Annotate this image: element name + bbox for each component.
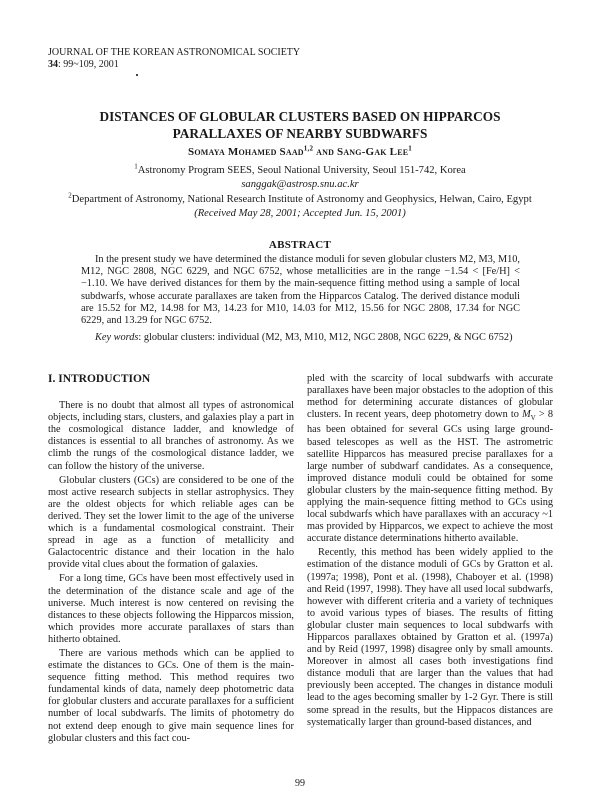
affiliation-1 [20, 164, 580, 178]
journal-volume-line [48, 59, 300, 71]
right-column [307, 373, 553, 731]
keywords-label: Key words [95, 332, 139, 343]
abstract-body: In the present study we have determined the distance moduli for seven globular clusters M2, M3, M10, M12, NGC 2808, NGC 6229, and NGC 6752, whose metallicities are in the range −1.54 < [Fe/H] < −1.10. We have derived distances for them by the main-sequence fitting method using a sample of local subdwarfs, whose accurate parallaxes are taken from the Hipparcos Catalog. The derived distance moduli are 15.52 for M2, 14.98 for M3, 14.23 for M10, 14.03 for M12, 15.56 for NGC 2808, 17.34 for NGC 6229, and 13.29 for NGC 6752. [81, 254, 520, 327]
left-column [48, 373, 294, 747]
author-1: Somaya Mohamed Saad [188, 146, 304, 158]
journal-pages-year: : 99~109, 2001 [58, 59, 119, 70]
paragraph-part: pled with the scarcity of local subdwarfs with accurate parallaxes have been major obstacles to the adoption of this method for determining accurate distances of globular clusters. In recent years, deep photometry down to [307, 373, 553, 421]
magnitude-subscript: V [530, 414, 536, 423]
affiliation-2 [20, 193, 580, 207]
paragraph: Recently, this method has been widely applied to the estimation of the distance moduli of GCs by Gratton et al. (1997a; 1998), Pont et al. (1998), Chaboyer et al. (1998) and Reid (1997, 1998). They have all used local subdwarfs, however with different criteria and a variety of techniques to avoid various types of biases. The results of fitting globular cluster main sequences to local subdwarfs with Hipparcos parallaxes obtained by Gratton et al. (1997a) and by Reid (1997, 1998) disagree only by small amounts. Moreover in almost all cases both investigations find distance moduli that are larger than the values that had previously been accepted. The changes in distance moduli lead to the ages becoming smaller by 1-2 Gyr. There is still some spread in the results, but the Hippacos distances are systematically larger than ground-based distances, and [307, 547, 553, 728]
paragraph-part: > 8 has been obtained for several GCs using large ground-based telescopes as well as the HST. The astrometric satellite Hipparcos has measured precise parallaxes for a large number of subdwarf candidates. As a consequence, improved distance moduli could be obtained for some globular clusters by the main-sequence fitting method. By applying the main-sequence fitting method to GCs using local subdwarfs which have parallaxes with an accuracy ~1 mas provided by Hipparcos, we expect to achieve the most accurate distance determinations hitherto available. [307, 409, 553, 545]
title-line-1: DISTANCES OF GLOBULAR CLUSTERS BASED ON HIPPARCOS [99, 109, 501, 124]
author-and: and [316, 146, 335, 158]
author-2: Sang-Gak Lee [337, 146, 409, 158]
journal-volume: 34 [48, 59, 58, 70]
title-line-2: PARALLAXES OF NEARBY SUBDWARFS [172, 126, 428, 141]
received-dates: (Received May 28, 2001; Accepted Jun. 15, 2001) [194, 208, 406, 219]
paragraph: Globular clusters (GCs) are considered to be one of the most active research subjects in stellar astrophysics. They are the oldest objects for which reliable ages can be derived. They set the lower limit to the age of the universe which is a fundamental cosmological constraint. Their spread in age as a function of metallicity and Galactocentric distance and their location in the halo provide vital clues about the formation of galaxies. [48, 474, 294, 571]
paper-title [40, 108, 560, 142]
paragraph: There is no doubt that almost all types of astronomical objects, including stars, clusters, and galaxies play a part in the cosmological distance ladder, and knowledge of distances is essential to all branches of astronomy. As we climb the rungs of the cosmological distance ladder, we can follow the history of the universe. [48, 400, 294, 472]
author-line [40, 146, 560, 158]
paragraph: There are various methods which can be applied to estimate the distances to GCs. One of them is the main-sequence fitting method. This method requires two fundamental kinds of data, namely deep photometric data for globular clusters and accurate parallaxes for a sufficient number of local subdwarfs. The limits of photometry do not extend deep enough to give main sequence lines for globular clusters and this fact cou- [48, 647, 294, 744]
affiliation-1-text: Astronomy Program SEES, Seoul National University, Seoul 151-742, Korea [137, 165, 466, 176]
paragraph: For a long time, GCs have been most effectively used in the determination of the distance scale and age of the universe. Much interest is now centered on revising the distances to these objects following the Hipparcos mission, which provides more accurate parallaxes of stars than hitherto obtained. [48, 573, 294, 645]
journal-header [48, 47, 300, 71]
affiliation-1-mark: 1 [134, 162, 138, 171]
affiliation-2-mark: 2 [68, 191, 72, 200]
section-heading: I. INTRODUCTION [48, 373, 151, 385]
paragraph [307, 373, 553, 545]
affiliation-2-text: Department of Astronomy, National Research Institute of Astronomy and Geophysics, Helwan, Cairo, Egypt [71, 194, 532, 205]
author-email: sanggak@astrosp.snu.ac.kr [241, 179, 359, 190]
scan-speck [136, 74, 138, 76]
keywords-text: : globular clusters: individual (M2, M3, M10, M12, NGC 2808, NGC 6229, & NGC 6752) [138, 332, 513, 343]
keywords [81, 332, 520, 344]
page-number: 99 [295, 778, 305, 789]
abstract-heading: ABSTRACT [268, 239, 332, 251]
author-1-affil: 1,2 [303, 144, 314, 153]
magnitude-symbol: M [522, 409, 531, 421]
journal-name: JOURNAL OF THE KOREAN ASTRONOMICAL SOCIETY [48, 47, 301, 58]
author-2-affil: 1 [408, 144, 412, 153]
